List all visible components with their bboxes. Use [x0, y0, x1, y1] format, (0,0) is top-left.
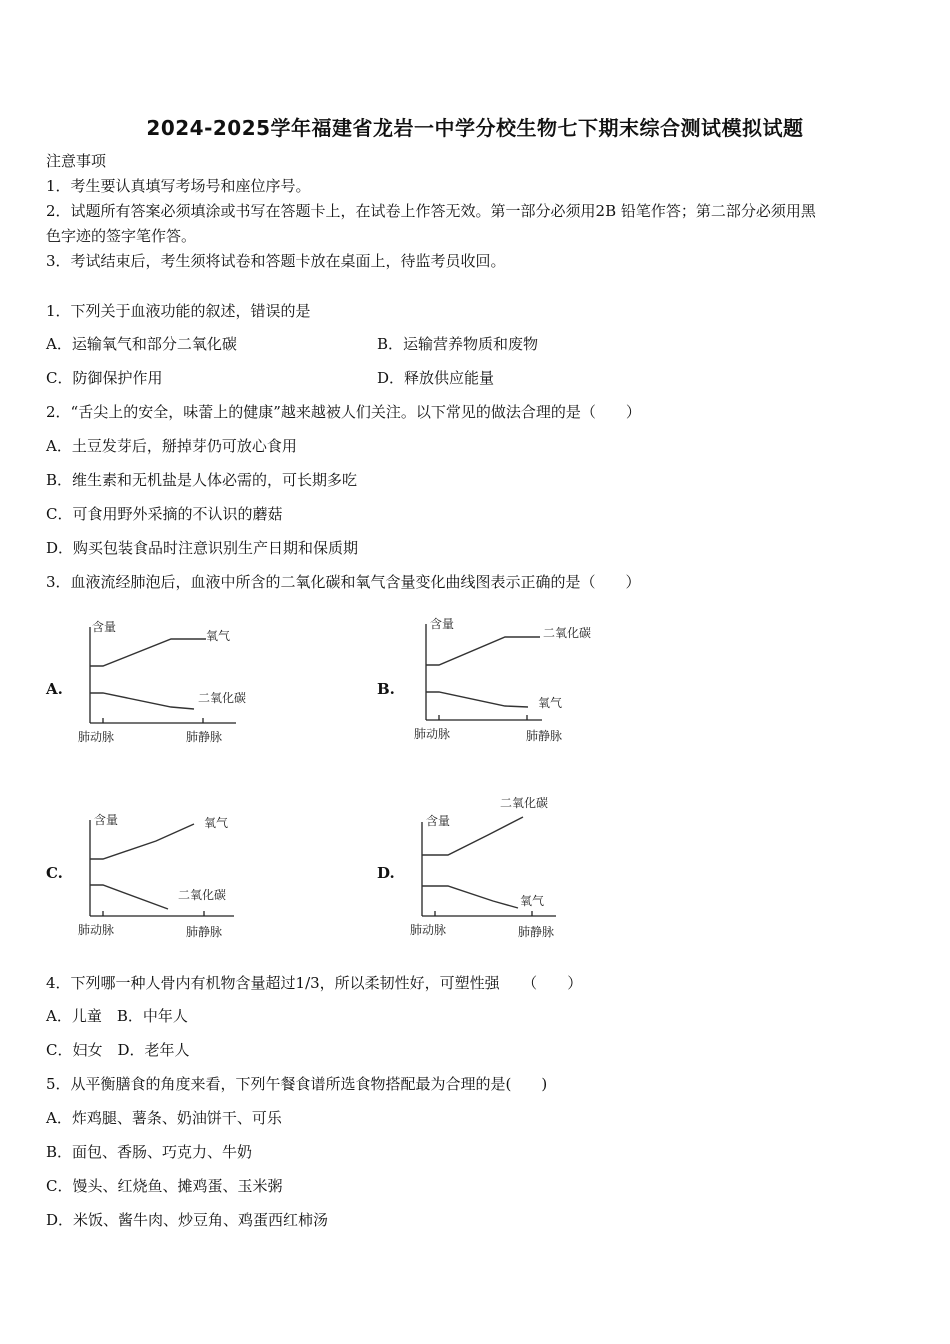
- graph-c-lower-curve: [90, 885, 168, 909]
- question-2-option-b: B．维生素和无机盐是人体必需的，可长期多吃: [46, 471, 358, 489]
- graph-c-x-end: 肺静脉: [186, 925, 223, 939]
- question-4-options-ab: A．儿童 B．中年人: [46, 1007, 188, 1025]
- question-4-options-cd: C．妇女 D．老年人: [46, 1041, 190, 1059]
- graph-a-upper-curve: [90, 639, 206, 666]
- graph-a-lower-curve: [90, 693, 194, 709]
- question-4-stem: 4．下列哪一种人骨内有机物含量超过1/3，所以柔韧性好，可塑性强 （ ）: [46, 974, 583, 992]
- question-5-option-d: D．米饭、酱牛肉、炒豆角、鸡蛋西红柿汤: [46, 1211, 329, 1229]
- graph-b-lower-label: 氧气: [538, 696, 563, 710]
- question-3-option-d-label: D.: [377, 864, 395, 882]
- question-3-option-c-label: C.: [46, 864, 63, 882]
- question-5-option-a: A．炸鸡腿、薯条、奶油饼干、可乐: [46, 1109, 282, 1127]
- question-2-stem: 2．“舌尖上的安全，味蕾上的健康”越来越被人们关注。以下常见的做法合理的是（ ）: [46, 403, 641, 421]
- graph-d-ylabel: 含量: [426, 814, 451, 828]
- notice-item-2-cont: 色字迹的签字笔作答。: [46, 227, 197, 245]
- graph-a-ylabel: 含量: [92, 620, 117, 634]
- graph-c-upper-label: 氧气: [204, 816, 229, 830]
- graph-b: [410, 612, 620, 747]
- notice-heading: 注意事项: [46, 152, 107, 170]
- graph-a-x-end: 肺静脉: [186, 730, 223, 744]
- graph-d-x-end: 肺静脉: [518, 925, 555, 939]
- question-3-option-a-label: A.: [46, 680, 63, 698]
- graph-d-lower-label: 氧气: [520, 894, 545, 908]
- graph-a-x-start: 肺动脉: [78, 730, 115, 744]
- question-1-option-a: A．运输氧气和部分二氧化碳: [46, 335, 237, 353]
- graph-b-upper-curve: [426, 637, 540, 665]
- graph-b-ylabel: 含量: [430, 617, 455, 631]
- graph-b-x-start: 肺动脉: [414, 727, 451, 741]
- question-3-stem: 3．血液流经肺泡后，血液中所含的二氧化碳和氧气含量变化曲线图表示正确的是（ ）: [46, 573, 641, 591]
- notice-item-2: 2．试题所有答案必须填涂或书写在答题卡上，在试卷上作答无效。第一部分必须用2B 铅笔作答；第二部分必须用黑: [46, 202, 816, 220]
- question-2-option-a: A．土豆发芽后，掰掉芽仍可放心食用: [46, 437, 297, 455]
- graph-c-x-start: 肺动脉: [78, 923, 115, 937]
- graph-a-upper-label: 氧气: [206, 629, 231, 643]
- page-title: 2024-2025学年福建省龙岩一中学分校生物七下期末综合测试模拟试题: [146, 116, 804, 140]
- graph-d-x-start: 肺动脉: [410, 923, 447, 937]
- question-1-stem: 1．下列关于血液功能的叙述，错误的是: [46, 302, 311, 320]
- question-1-option-b: B．运输营养物质和废物: [377, 335, 539, 353]
- graph-c-upper-curve: [90, 824, 194, 859]
- graph-c-lower-label: 二氧化碳: [178, 888, 227, 902]
- question-1-option-d: D．释放供应能量: [377, 369, 495, 387]
- question-2-option-d: D．购买包装食品时注意识别生产日期和保质期: [46, 539, 359, 557]
- notice-item-1: 1．考生要认真填写考场号和座位序号。: [46, 177, 311, 195]
- question-5-option-b: B．面包、香肠、巧克力、牛奶: [46, 1143, 253, 1161]
- graph-c: [76, 806, 276, 941]
- graph-a-lower-label: 二氧化碳: [198, 691, 247, 705]
- graph-b-x-end: 肺静脉: [526, 729, 563, 743]
- question-1-option-c: C．防御保护作用: [46, 369, 163, 387]
- graph-d-lower-curve: [422, 886, 518, 908]
- question-5-stem: 5．从平衡膳食的角度来看，下列午餐食谱所选食物搭配最为合理的是( ): [46, 1075, 548, 1093]
- graph-c-ylabel: 含量: [94, 813, 119, 827]
- question-5-option-c: C．馒头、红烧鱼、摊鸡蛋、玉米粥: [46, 1177, 283, 1195]
- graph-d-upper-label: 二氧化碳: [500, 796, 549, 810]
- graph-d: [408, 792, 628, 942]
- question-3-option-b-label: B.: [377, 680, 395, 698]
- graph-a: [76, 615, 276, 750]
- graph-b-lower-curve: [426, 692, 528, 707]
- question-2-option-c: C．可食用野外采摘的不认识的蘑菇: [46, 505, 283, 523]
- graph-b-upper-label: 二氧化碳: [543, 626, 592, 640]
- notice-item-3: 3．考试结束后，考生须将试卷和答题卡放在桌面上，待监考员收回。: [46, 252, 506, 270]
